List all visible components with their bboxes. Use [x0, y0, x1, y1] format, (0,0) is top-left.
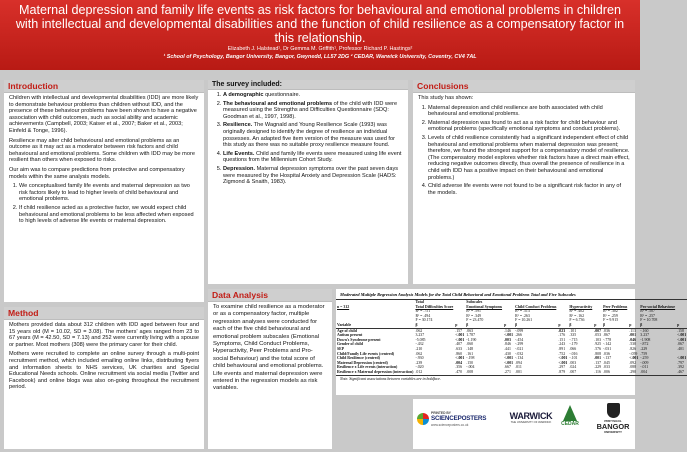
- survey-item: [223, 92, 403, 99]
- conclusions-intro: This study has shown:: [418, 95, 474, 101]
- table-header-cell: R² = .402: [569, 309, 585, 314]
- table-cell: <.001: [455, 337, 465, 342]
- conclusion-item: 1. Maternal depression and child resilience are both associated with child behavioural and emotional problems.: [428, 105, 630, 118]
- table-cell: .116: [594, 369, 601, 374]
- table-cell: .007: [569, 369, 577, 374]
- survey-item: [223, 166, 403, 186]
- table-cell: .004: [640, 369, 648, 374]
- author-list: Elizabeth J. Halstead¹, Dr Gemma M. Griffith¹, Professor Richard P. Hastings²: [227, 46, 413, 52]
- table-cell: .297: [558, 365, 566, 370]
- table-header-cell: β: [414, 323, 454, 328]
- survey-item: [223, 101, 403, 121]
- table-cell: .752: [558, 351, 566, 356]
- table-row-label: Resilience x Maternal depression (interaction): [337, 369, 414, 374]
- table-cell: .239: [415, 360, 423, 365]
- table-cell: .576: [594, 346, 602, 351]
- bangor-subtitle: UNIVERSITY: [603, 430, 622, 434]
- survey-heading: The survey included:: [208, 80, 408, 90]
- table-cell: .797: [677, 360, 684, 365]
- table-cell: .846: [504, 342, 511, 347]
- table-cell: <.001: [677, 333, 687, 338]
- table-cell: -.016: [569, 351, 578, 356]
- table-cell: .392: [677, 365, 684, 370]
- table-cell: .157: [455, 328, 463, 333]
- table-header-cell: β: [465, 323, 503, 328]
- table-header-cell: R² = .751: [415, 309, 431, 314]
- intro-paragraph: Children with intellectual and developmental disabilities (IDD) are more likely to demonstrate behaviour problems than children without IDD, and the presence of these behaviour problems have been shown to have a negative association with child outcomes, such as social ability and academic achievements (Campbell, 2003; Kaiser et al., 2007; Baker et al., 2003; Einfeld & Tonge, 1996).: [9, 95, 199, 134]
- table-header-cell: R² = .494: [415, 313, 431, 318]
- table-cell: .036: [603, 328, 610, 333]
- table-cell: .759: [640, 351, 648, 356]
- table-cell: -.299: [515, 342, 524, 347]
- table-header-cell: R² = .257: [640, 313, 655, 318]
- table-header-cell: β: [568, 323, 593, 328]
- table-row-label: Resilience x Life events (interaction): [337, 365, 398, 370]
- table-header-cell: Pro-social Behaviour: [640, 304, 676, 309]
- table-cell: 1.787: [466, 333, 476, 338]
- table-cell: .067: [677, 342, 684, 347]
- intro-paragraph: Our aim was to compare predictions from protective and compensatory models within the same analysis models.: [9, 166, 185, 180]
- method-heading: Method: [4, 307, 204, 320]
- table-header-cell: β: [639, 323, 676, 328]
- table-cell: <.001: [558, 360, 568, 365]
- table-header-cell: F = 10.261: [515, 318, 533, 323]
- table-cell: .860: [455, 351, 463, 356]
- table-row: [336, 370, 687, 375]
- survey-item-text: Child and family life events were measured using life event questions from the Millennium Cohort Study.: [223, 150, 402, 164]
- table-header-cell: R² = .349: [466, 313, 482, 318]
- table-cell: -.011: [640, 365, 649, 370]
- table-row-label: SEP: [337, 346, 345, 351]
- table-cell: -.021: [515, 346, 524, 351]
- survey-item-lead: Resilience.: [223, 122, 253, 129]
- table-note: Note. Significant associations between variables are in boldface.: [340, 376, 441, 381]
- table-header-cell: p: [628, 323, 639, 328]
- table-cell: .137: [594, 360, 602, 365]
- table-cell: -.142: [603, 342, 612, 347]
- table-cell: .066: [569, 346, 577, 351]
- table-cell: .146: [504, 328, 511, 333]
- cedar-logo: [557, 405, 583, 427]
- table-row-label: Maternal Depression (centred): [337, 360, 388, 365]
- table-cell: .062: [415, 351, 423, 356]
- table-cell: .012: [415, 369, 423, 374]
- table-header-cell: β: [514, 323, 557, 328]
- survey-item: [223, 151, 403, 164]
- intro-list-item: 1. We conceptualised family life events and maternal depression as two risk factors likely to lead to higher levels of child behavioural and emotional problems.: [19, 183, 199, 203]
- intro-paragraph: Resilience may alter child behavioural and emotional problems as an outcome as it may act as a moderator between risk factors and child behavioural and emotional problems. Some children with IDD may be more resilient than others when exposed to risks.: [9, 137, 195, 164]
- table-header-cell: R² = .263: [515, 313, 530, 318]
- table-header-cell: F = 30.174: [415, 318, 433, 323]
- cedar-wordmark: CEDAR: [561, 421, 579, 427]
- table-cell: .158: [677, 328, 684, 333]
- survey-item-lead: A demographic: [223, 92, 264, 98]
- table-cell: -1.908: [640, 337, 651, 342]
- survey-item-text: questionnaire.: [263, 92, 301, 98]
- table-cell: -.259: [640, 356, 649, 361]
- method-paragraph: Mothers were recruited to complete an online survey through a multi-point recruitment method, which included emailing online links, distributing flyers and information sheets to NHS services, UK charities and Special Educational Needs schools. Online recruitment via social media (Twitter and Facebook) and online blogs was also on-going throughout the recruitment period.: [9, 351, 199, 391]
- intro-section: [4, 80, 204, 302]
- table-cell: .266: [515, 333, 522, 338]
- table-cell: .148: [466, 346, 474, 351]
- table-cell: <.001: [504, 360, 514, 365]
- table-cell: .271: [504, 369, 511, 374]
- method-section: [4, 307, 204, 449]
- table-cell: <.001: [504, 333, 514, 338]
- bangor-wordmark: BANGOR: [596, 422, 630, 431]
- table-cell: .430: [504, 351, 511, 356]
- survey-item-text: of the child with IDD were measured using the Strengths and Difficulties Questionnaire (SDQ: Goodman et al., 1997, 1998).: [223, 100, 398, 120]
- warwick-wordmark: WARWICK: [509, 411, 553, 421]
- table-cell: .176: [558, 333, 566, 338]
- table-header-cell: Total Difficulties Score: [415, 304, 454, 309]
- conclusion-item: 2. Maternal depression was found to act as a risk factor for child behaviour and emotional problems (specifically emotional symptoms and conduct problems).: [428, 120, 630, 133]
- survey-item: [223, 122, 403, 148]
- intro-heading: Introduction: [4, 80, 204, 93]
- bangor-crest-icon: [607, 403, 620, 418]
- intro-list-item: 2. If child resilience acted as a protective factor, we would expect child behavioural and emotional problems to be less affected when exposed to high levels of adverse life events or maternal depression.: [19, 205, 199, 225]
- analysis-heading: Data Analysis: [208, 289, 332, 302]
- table-cell: <.001: [677, 356, 687, 361]
- cedar-tree-icon: [563, 405, 577, 421]
- table-header-cell: β: [602, 323, 628, 328]
- table-header-cell: F = 23.470: [466, 318, 484, 323]
- conclusions-heading: Conclusions: [413, 80, 635, 93]
- table-header-cell: R² = .259: [603, 313, 618, 318]
- table-cell: <.001: [677, 337, 687, 342]
- table-cell: .001: [515, 369, 522, 374]
- table-cell: .925: [594, 342, 602, 347]
- table-cell: .891: [558, 346, 566, 351]
- table-cell: .243: [558, 342, 566, 347]
- table-cell: .004: [455, 360, 463, 365]
- table-cell: .063: [466, 328, 474, 333]
- table-cell: -.137: [603, 356, 612, 361]
- table-cell: <.001: [455, 356, 465, 361]
- table-cell: .150: [466, 360, 474, 365]
- printed-by-label: PRINTED BY: [431, 411, 451, 415]
- table-cell: -1.190: [466, 337, 477, 342]
- table-cell: -.778: [603, 337, 612, 342]
- table-cell: -.099: [515, 328, 524, 333]
- table-cell: -.059: [629, 351, 638, 356]
- table-cell: .826: [629, 346, 637, 351]
- table-cell: .335: [569, 333, 577, 338]
- table-cell: .023: [558, 328, 566, 333]
- table-cell: <.001: [558, 356, 568, 361]
- table-cell: .101: [569, 328, 577, 333]
- table-cell: -.020: [415, 365, 424, 370]
- table-cell: .024: [569, 365, 577, 370]
- table-header-cell: R² = .162: [569, 313, 585, 318]
- conclusion-item: 4. Child adverse life events were not found to be a significant risk factor in any of the models.: [428, 183, 630, 196]
- table-header-cell: p: [454, 323, 465, 328]
- table-cell: .003: [569, 360, 577, 365]
- table-cell: .290: [629, 369, 637, 374]
- table-header-cell: Variable: [336, 323, 414, 328]
- scienceposters-mark-icon: [417, 413, 429, 425]
- table-cell: .053: [594, 333, 602, 338]
- table-header-cell: p: [557, 323, 568, 328]
- table-header-cell: n = 312: [337, 304, 350, 309]
- table-cell: -.930: [415, 356, 424, 361]
- table-cell: .094: [515, 360, 522, 365]
- table-header-cell: R² = .507: [640, 309, 655, 314]
- conclusion-item: 3. Levels of child resilience consistently had a significant independent effect of child behavioural and emotional problems when maternal depression was present; therefore, we found the strongest support for a compensatory model of resilience. (The compensatory model explores whether risk factors have a direct main effect, reducing negative outcomes directly, thus overall the presence of resilience in a child with IDD has a positive impact on their behavioural and emotional problems.): [428, 135, 630, 181]
- table-cell: .151: [558, 337, 566, 342]
- conclusions-section: [413, 80, 635, 284]
- table-cell: .161: [466, 351, 474, 356]
- table-cell: .113: [629, 328, 636, 333]
- table-header-cell: F = 6.736: [569, 318, 585, 323]
- table-header-cell: F = 9.915: [603, 318, 619, 323]
- survey-section: [208, 80, 408, 284]
- table-row-label: Autism present: [337, 333, 363, 338]
- table-cell: -.454: [515, 337, 524, 342]
- affiliations: ¹ School of Psychology, Bangor University, Bangor, Gwynedd, LL57 2DG ² CEDAR, Warwick University, Coventry, CV4 7AL: [163, 53, 477, 60]
- table-cell: .008: [466, 369, 474, 374]
- table-cell: .210: [415, 346, 423, 351]
- bangor-top-label: PRIFYSGOL: [604, 419, 622, 423]
- table-cell: -.715: [569, 337, 578, 342]
- table-cell: .808: [594, 351, 602, 356]
- table-cell: .062: [415, 328, 423, 333]
- table-cell: .530: [629, 342, 637, 347]
- table-header-cell: Hyperactivity: [569, 304, 593, 309]
- table-cell: .060: [466, 342, 474, 347]
- table-cell: -.872: [640, 342, 649, 347]
- scienceposters-wordmark: SCIENCEPOSTERS: [431, 415, 487, 422]
- table-cell: .867: [603, 333, 610, 338]
- table-cell: .046: [629, 337, 637, 342]
- table-cell: -5.085: [415, 337, 426, 342]
- table-cell: .033: [603, 365, 610, 370]
- table-cell: <.001: [455, 333, 465, 338]
- table-cell: .011: [515, 365, 522, 370]
- table-cell: .003: [504, 337, 511, 342]
- title-banner: [0, 0, 640, 70]
- bangor-logo: [591, 403, 635, 434]
- table-cell: -.160: [640, 328, 649, 333]
- table-row-label: Down's Syndrome present: [337, 337, 381, 342]
- table-row-label: Child/Family Life events (centred): [337, 351, 395, 356]
- warwick-subtitle: THE UNIVERSITY OF WARWICK: [510, 421, 552, 424]
- scienceposters-url: www.scienceposters.co.uk: [431, 423, 469, 427]
- table-row-label: Gender of child: [337, 342, 363, 347]
- survey-item-lead: Depression.: [223, 165, 256, 172]
- table-cell: -.009: [640, 360, 649, 365]
- table-cell: .045: [603, 360, 610, 365]
- table-cell: .633: [455, 346, 463, 351]
- table-header-cell: Total: [415, 300, 424, 304]
- table-cell: .001: [629, 333, 637, 338]
- table-cell: 3.237: [640, 333, 650, 338]
- warwick-logo: [509, 411, 553, 424]
- table-cell: -.032: [515, 351, 524, 356]
- table-cell: .092: [629, 360, 637, 365]
- analysis-section: [208, 289, 332, 449]
- table-cell: .229: [640, 346, 648, 351]
- table-cell: .667: [504, 365, 511, 370]
- poster-title: Maternal depression and family life events as risk factors for behavioural and emotional problems in children with intellectual and developmental disabilities and the function of child resilience as a compensatory factor in this relationship.: [15, 3, 625, 45]
- table-header-cell: Subscales: [466, 300, 483, 304]
- table-cell: <.001: [629, 356, 639, 361]
- table-cell: .229: [594, 365, 602, 370]
- analysis-paragraph: To examine child resilience as a moderator or as a compensatory factor, multiple regression analyses were conducted for each of the five child behavioural and emotional problem subscales (Emotional Symptoms, Child Conduct Problems, Hyperactivity, Peer Problems and Pro-social Behaviour) and the total score of child behavioural and emotional problems. Life events and maternal depression were entered in the regression models as risk variables.: [213, 304, 325, 392]
- table-header-cell: R² = .513: [515, 309, 530, 314]
- table-cell: -.031: [603, 346, 612, 351]
- table-cell: .879: [558, 369, 566, 374]
- logo-strip: [413, 399, 635, 449]
- table-cell: -.004: [466, 365, 475, 370]
- survey-item-text: Maternal depression symptoms over the past seven days were measured by the Hospital Anxiety and Depression Scale (HADS: Zigmond & Snaith, 1983).: [223, 165, 399, 186]
- table-cell: .103: [594, 337, 602, 342]
- table-header-cell: R² = .302: [603, 309, 618, 314]
- table-cell: -.198: [466, 356, 475, 361]
- table-header-cell: Child Conduct Problems: [515, 304, 557, 309]
- table-cell: -.179: [569, 342, 578, 347]
- regression-table-panel: [336, 289, 687, 395]
- survey-item-text: The Wagnald and Young Resilience Scale (1993) was originally designed to identify the degree of resilience an individual possesses. An adapted five item version of the measure was used for this study as there was no suitable proxy resilience measure found.: [223, 122, 395, 149]
- table-row-label: Age of child: [337, 328, 357, 333]
- table-cell: -.432: [415, 342, 424, 347]
- table-cell: -.134: [515, 356, 524, 361]
- table-header-cell: p: [593, 323, 602, 328]
- table-title: Moderated Multiple Regression Analysis Models for the Total Child Behavioral and Emotional Problems Total and Five Subscales: [340, 292, 576, 297]
- table-header-cell: Peer Problems: [603, 304, 628, 309]
- table-cell: .467: [677, 369, 684, 374]
- survey-item-lead: Life Events.: [223, 150, 255, 157]
- method-paragraph: Mothers provided data about 312 children with IDD aged between four and 15 years old (M = 10.02, SD = 3.08). The mothers' ages ranged from 23 to 67 years (M = 42.50, SD = 7.13) and 252 were currently living with a spouse or partner. Most mothers (308) were the primary carer for their child.: [9, 322, 199, 348]
- survey-item-lead: The behavioural and emotional problems: [223, 100, 333, 107]
- table-header-cell: p: [503, 323, 514, 328]
- table-row-label: Child Resilience (centred): [337, 356, 380, 361]
- table-cell: .036: [603, 351, 610, 356]
- table-cell: .007: [594, 328, 602, 333]
- table-cell: 3.237: [415, 333, 425, 338]
- table-header-cell: p: [676, 323, 687, 328]
- table-cell: .088: [629, 365, 637, 370]
- regression-table: [336, 299, 687, 376]
- table-cell: .401: [677, 346, 684, 351]
- table-header-cell: F = 10.708: [640, 318, 658, 323]
- table-cell: .356: [455, 365, 463, 370]
- table-header-cell: R² = .591: [466, 309, 482, 314]
- table-cell: .407: [455, 342, 463, 347]
- table-cell: -.101: [569, 356, 578, 361]
- table-cell: .006: [603, 369, 610, 374]
- table-cell: .470: [455, 369, 463, 374]
- table-header-cell: Emotional Symptoms: [466, 304, 503, 309]
- table-cell: .001: [594, 356, 602, 361]
- table-cell: <.001: [504, 356, 514, 361]
- table-cell: .441: [504, 346, 511, 351]
